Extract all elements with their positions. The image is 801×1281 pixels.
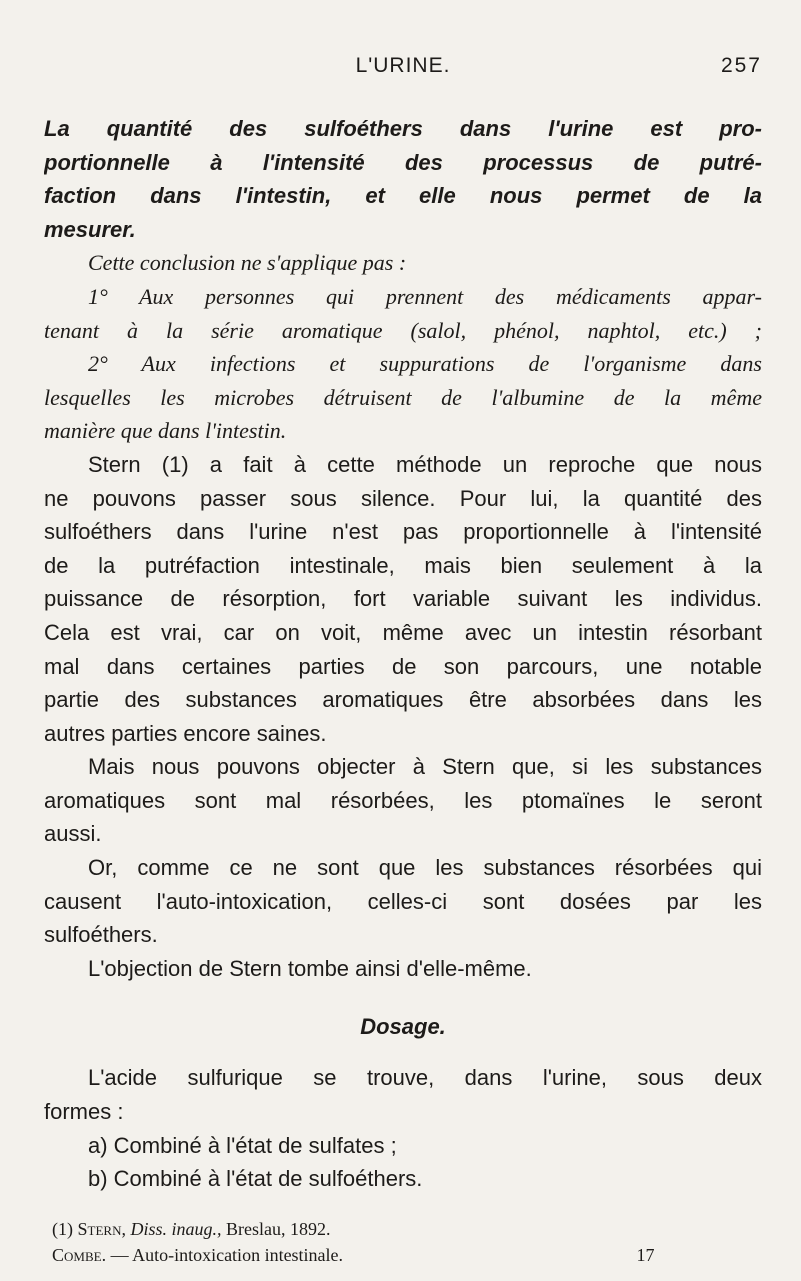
footnote-author: Stern, — [77, 1218, 126, 1239]
list-item: b) Combiné à l'état de sulfoéthers. — [88, 1166, 423, 1192]
footnote-place-date: Breslau, 1892. — [225, 1218, 331, 1239]
text-line: Or, comme ce ne sont que les substances résorbées qui — [88, 855, 762, 881]
text-line: autres parties encore saines. — [44, 720, 327, 746]
signature-sheet: 17 — [636, 1244, 655, 1265]
text-line: Mais nous pouvons objecter à Stern que, si les substances — [88, 754, 762, 780]
discussion-paragraph — [44, 448, 762, 986]
text-line: de la putréfaction intestinale, mais bien seulement à la — [44, 552, 762, 578]
text-line: 1° Aux personnes qui prennent des médicaments appar- — [88, 283, 762, 309]
text-line: mal dans certaines parties de son parcours, une notable — [44, 653, 762, 679]
text-line: Cette conclusion ne s'applique pas : — [88, 250, 407, 276]
signature-title: — Auto-intoxication intestinale. — [110, 1244, 344, 1265]
footnote-work: Diss. inaug., — [130, 1218, 222, 1239]
footnote-number: (1) — [52, 1218, 73, 1239]
text-line: portionnelle à l'intensité des processus de putré- — [44, 149, 762, 175]
dosage-paragraph — [44, 1061, 762, 1195]
text-line: sulfoéthers. — [44, 922, 158, 948]
page-header — [44, 48, 762, 88]
text-line: aussi. — [44, 821, 102, 847]
text-line: lesquelles les microbes détruisent de l'albumine de la même — [44, 384, 762, 410]
page-body — [44, 112, 762, 1268]
text-line: puissance de résorption, fort variable suivant les individus. — [44, 586, 762, 612]
signature-author: Combe. — [52, 1244, 107, 1265]
text-line: manière que dans l'intestin. — [44, 418, 287, 444]
footnote-area — [44, 1216, 762, 1268]
text-line: L'acide sulfurique se trouve, dans l'urine, sous deux — [88, 1065, 762, 1091]
signature-line — [52, 1242, 762, 1268]
text-line: tenant à la série aromatique (salol, phénol, naphtol, etc.) ; — [44, 317, 762, 343]
conclusion-paragraph — [44, 246, 762, 448]
page-number: 257 — [720, 54, 762, 77]
text-line: faction dans l'intestin, et elle nous permet de la — [44, 183, 762, 209]
text-line: 2° Aux infections et suppurations de l'organisme dans — [88, 351, 762, 377]
text-line: ne pouvons passer sous silence. Pour lui, la quantité des — [44, 485, 762, 511]
text-line: La quantité des sulfoéthers dans l'urine est pro- — [44, 116, 762, 141]
text-line: partie des substances aromatiques être absorbées dans les — [44, 687, 762, 713]
intro-paragraph — [44, 112, 762, 246]
list-item: a) Combiné à l'état de sulfates ; — [88, 1132, 397, 1158]
text-line: Stern (1) a fait à cette méthode un reproche que nous — [88, 451, 762, 477]
section-heading: Dosage. — [360, 1014, 446, 1040]
text-line: causent l'auto-intoxication, celles-ci sont dosées par les — [44, 888, 762, 914]
footnote — [52, 1216, 762, 1242]
running-title: L'URINE. — [355, 54, 451, 77]
text-line: aromatiques sont mal résorbées, les ptomaïnes le seront — [44, 787, 762, 813]
text-line: formes : — [44, 1099, 124, 1125]
text-line: sulfoéthers dans l'urine n'est pas proportionnelle à l'intensité — [44, 519, 762, 545]
text-line: mesurer. — [44, 216, 136, 242]
text-line: L'objection de Stern tombe ainsi d'elle-même. — [88, 955, 532, 981]
text-line: Cela est vrai, car on voit, même avec un intestin résorbant — [44, 619, 762, 645]
